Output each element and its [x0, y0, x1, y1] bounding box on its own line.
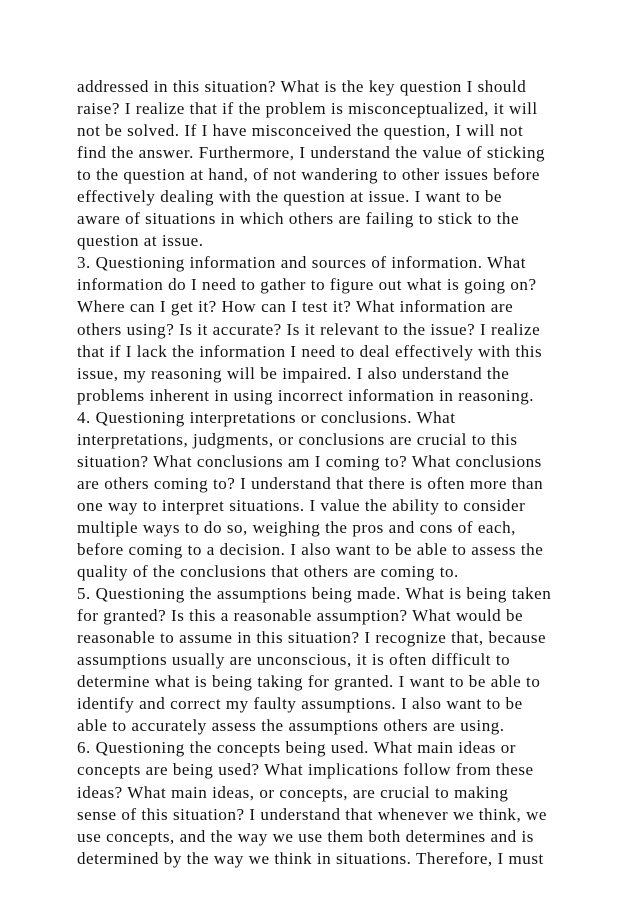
text-line: addressed in this situation? What is the key question I should: [77, 77, 527, 96]
text-line: question at issue.: [77, 231, 204, 251]
text-line: interpretations, judgments, or conclusions are crucial to this: [77, 429, 518, 449]
text-line: are others coming to? I understand that there is often more than: [77, 473, 544, 493]
text-line: concepts are being used? What implications follow from these: [77, 760, 534, 780]
text-line: before coming to a decision. I also want to be able to assess the: [77, 539, 544, 559]
text-line: problems inherent in using incorrect information in reasoning.: [77, 385, 535, 405]
text-line: Where can I get it? How can I test it? What information are: [77, 297, 514, 317]
text-line: raise? I realize that if the problem is misconceptualized, it will: [77, 99, 538, 119]
text-line: ideas? What main ideas, or concepts, are crucial to making: [77, 782, 509, 802]
text-line: use concepts, and the way we use them both determines and is: [77, 826, 534, 846]
text-line: situation? What conclusions am I coming to? What conclusions: [77, 451, 542, 471]
text-line: 5. Questioning the assumptions being made. What is being taken: [77, 584, 552, 604]
text-line: one way to interpret situations. I value the ability to consider: [77, 495, 526, 515]
text-line: assumptions usually are unconscious, it is often difficult to: [77, 650, 511, 670]
text-line: others using? Is it accurate? Is it relevant to the issue? I realize: [77, 319, 541, 339]
text-line: quality of the conclusions that others are coming to.: [77, 562, 459, 582]
text-line: not be solved. If I have misconceived the question, I will not: [77, 121, 524, 141]
body-text: [77, 76, 577, 870]
text-line: 3. Questioning information and sources of information. What: [77, 253, 527, 273]
text-line: aware of situations in which others are failing to stick to the: [77, 209, 520, 229]
text-line: 4. Questioning interpretations or conclusions. What: [77, 407, 456, 427]
text-line: multiple ways to do so, weighing the pros and cons of each,: [77, 517, 516, 537]
text-line: find the answer. Furthermore, I understand the value of sticking: [77, 143, 546, 163]
text-line: determined by the way we think in situations. Therefore, I must: [77, 848, 544, 868]
text-line: effectively dealing with the question at issue. I want to be: [77, 187, 502, 207]
text-line: able to accurately assess the assumptions others are using.: [77, 716, 505, 736]
text-line: that if I lack the information I need to deal effectively with this: [77, 341, 543, 361]
text-line: for granted? Is this a reasonable assumption? What would be: [77, 606, 524, 626]
text-line: reasonable to assume in this situation? I recognize that, because: [77, 628, 547, 648]
text-line: 6. Questioning the concepts being used. What main ideas or: [77, 738, 517, 758]
text-line: information do I need to gather to figure out what is going on?: [77, 275, 537, 295]
text-line: sense of this situation? I understand that whenever we think, we: [77, 804, 548, 824]
text-line: determine what is being taking for granted. I want to be able to: [77, 672, 541, 692]
text-line: issue, my reasoning will be impaired. I also understand the: [77, 363, 510, 383]
text-line: identify and correct my faulty assumptions. I also want to be: [77, 694, 523, 714]
text-line: to the question at hand, of not wandering to other issues before: [77, 165, 540, 185]
